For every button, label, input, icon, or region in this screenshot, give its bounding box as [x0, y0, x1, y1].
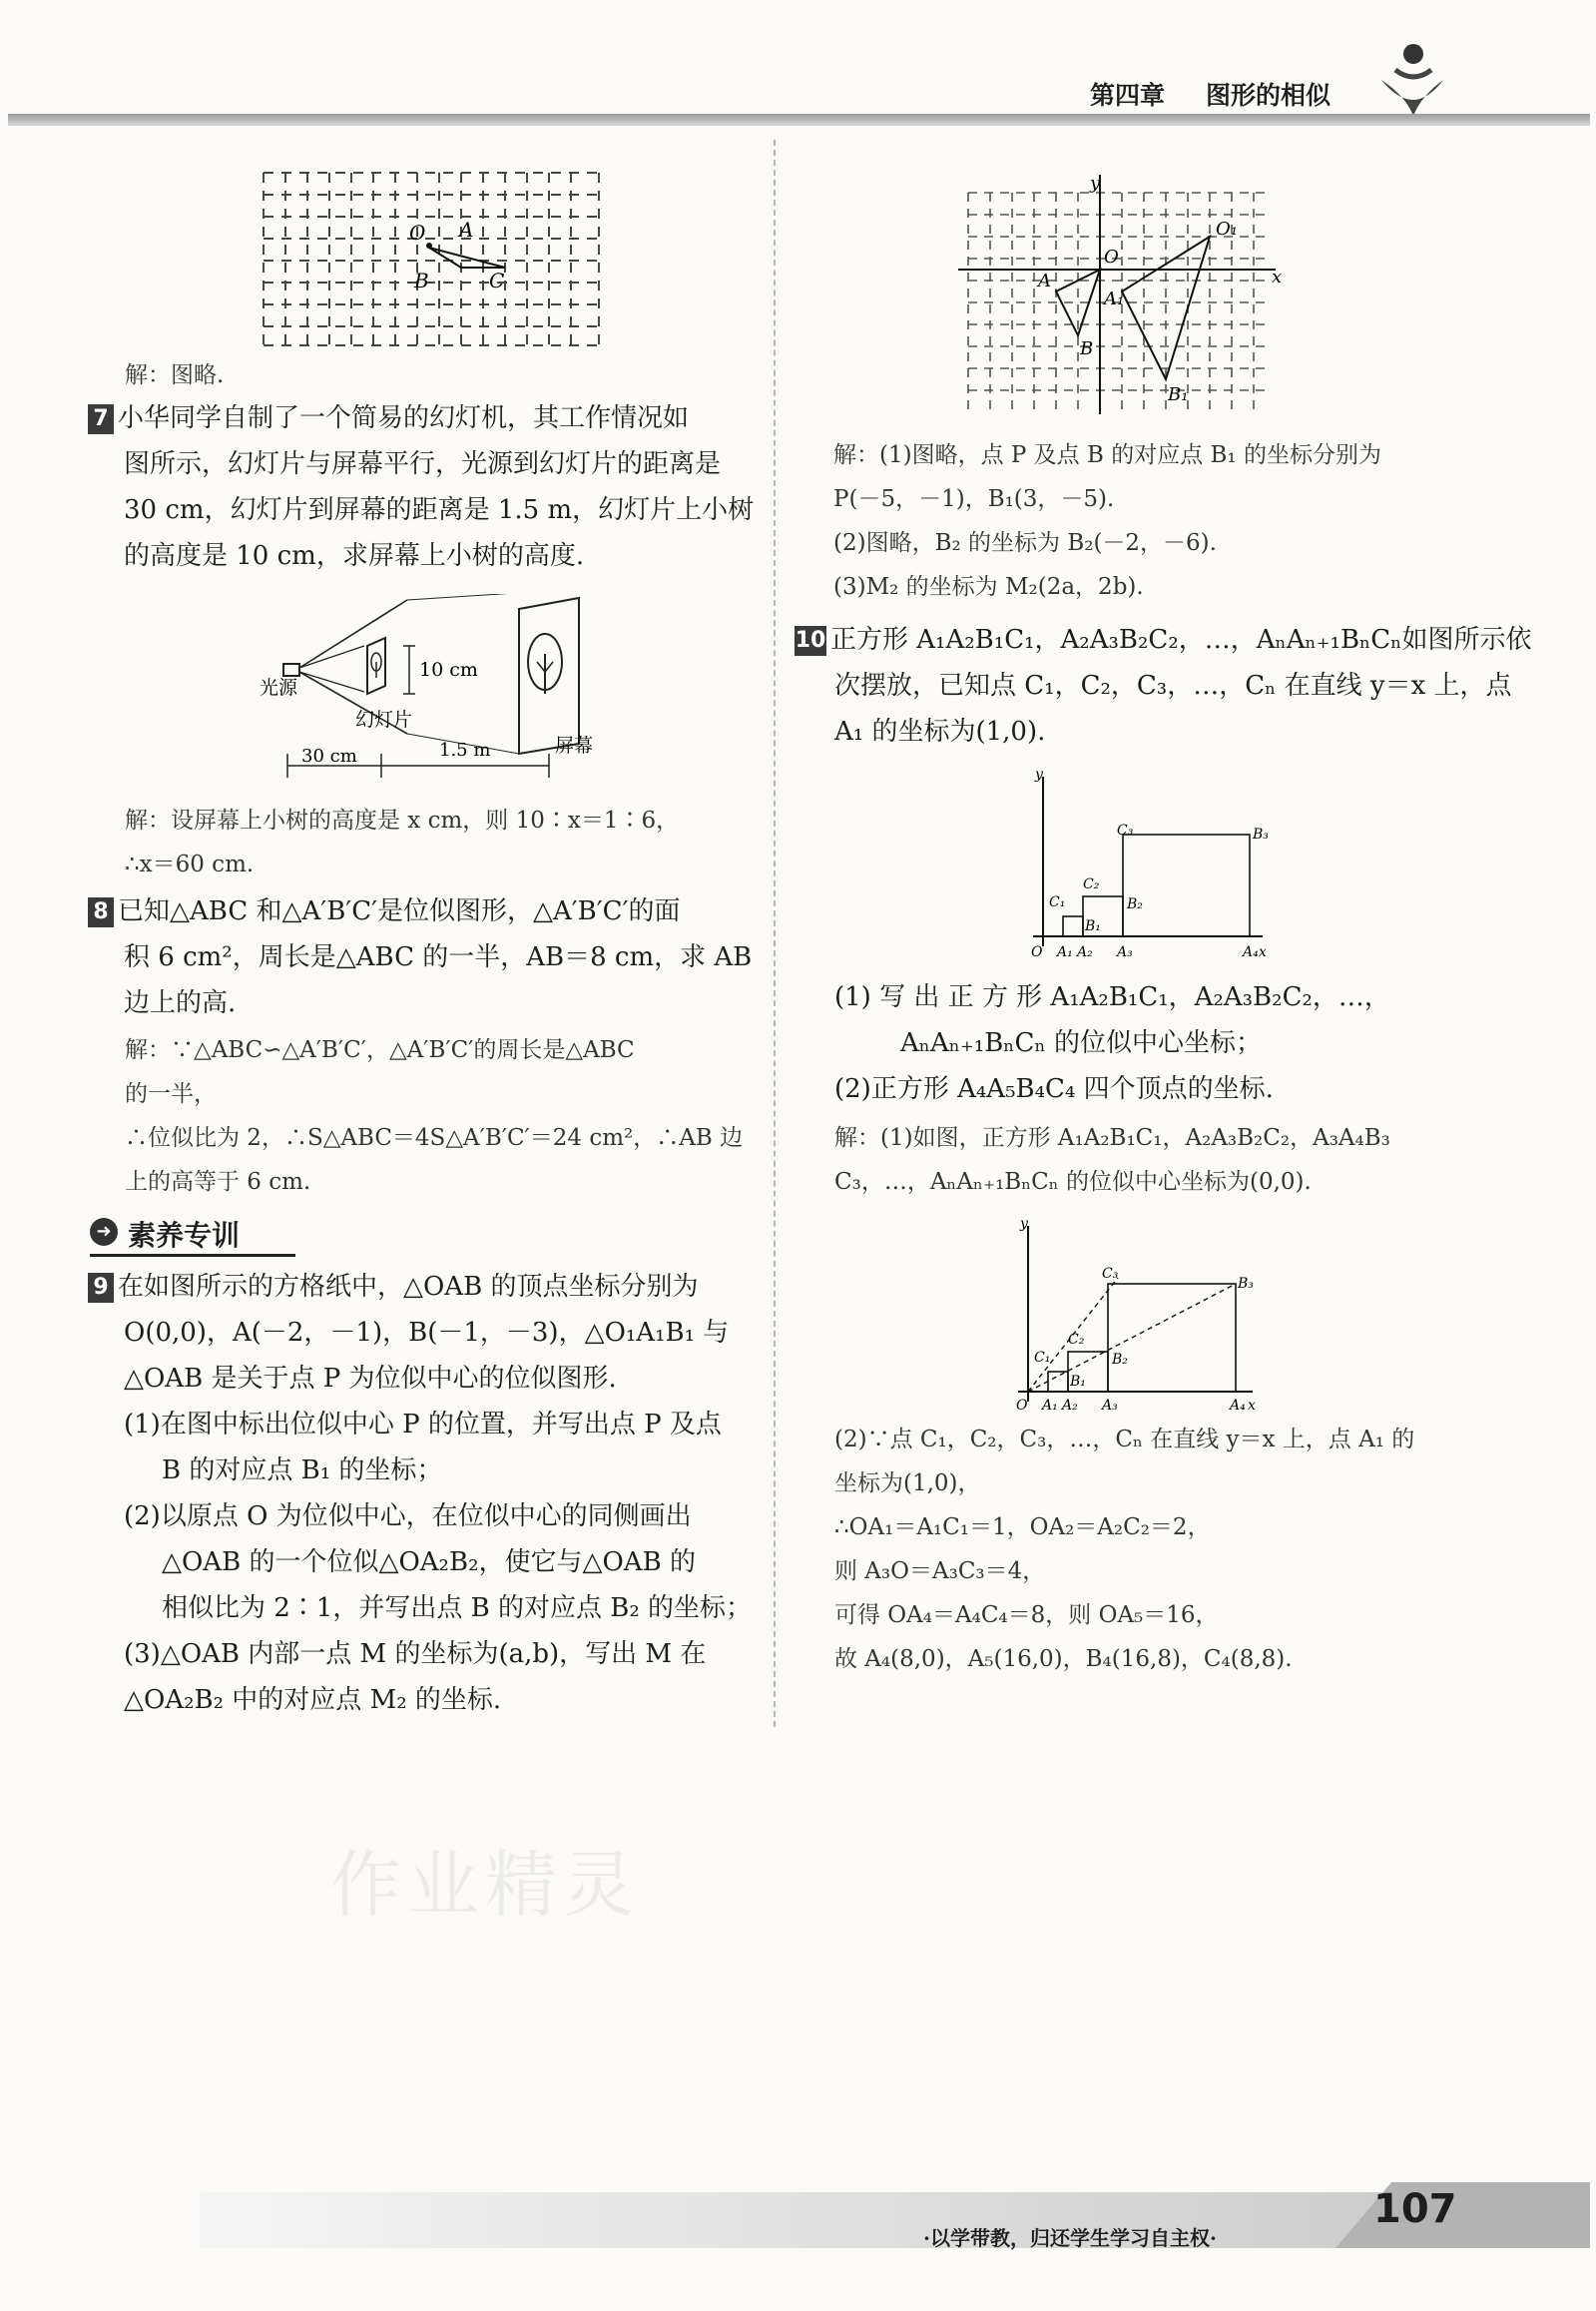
q6-solution: 解：图略.	[125, 362, 225, 388]
q8-solution-line-4: 上的高等于 6 cm.	[125, 1169, 311, 1195]
q10-label-a1: A₁	[1057, 944, 1073, 960]
footer-slogan: ·以学带教，归还学生学习自主权·	[923, 2226, 1217, 2250]
q9-coordinate-grid	[958, 175, 1288, 424]
q9-solution	[833, 433, 1381, 609]
q9-line-1: 在如图所示的方格纸中，△OAB 的顶点坐标分别为	[118, 1272, 699, 1302]
q10-axis-y: y	[1035, 767, 1043, 783]
q9-label-a: A	[1038, 271, 1051, 291]
header-band	[0, 0, 1596, 118]
q10-label-b2: B₂	[1127, 896, 1143, 912]
q8-number-badge: 8	[88, 897, 114, 927]
q10-solution-part2	[834, 1418, 1414, 1681]
q10-label-a4: A₄	[1243, 944, 1259, 960]
q10-label-b3: B₃	[1253, 827, 1269, 843]
q10s-label-o: O	[1016, 1398, 1028, 1414]
chapter-title: 图形的相似	[1206, 81, 1331, 110]
q10s-label-a4: A₄	[1230, 1398, 1246, 1414]
q9-line-8: 相似比为 2∶1，并写出点 B 的对应点 B₂ 的坐标；	[162, 1593, 753, 1623]
q7-line-4: 的高度是 10 cm，求屏幕上小树的高度.	[124, 541, 585, 571]
q9-line-2: O(0,0)，A(－2，－1)，B(－1，－3)，△O₁A₁B₁ 与	[124, 1318, 730, 1348]
q10-solution-line-2: C₃，…，AₙAₙ₊₁BₙCₙ 的位似中心坐标为(0,0).	[834, 1169, 1312, 1195]
q9-solution-line-1: 解：(1)图略，点 P 及点 B 的对应点 B₁ 的坐标分别为	[833, 442, 1381, 468]
q9-line-10: △OA₂B₂ 中的对应点 M₂ 的坐标.	[124, 1685, 502, 1715]
q10s-label-b2: B₂	[1112, 1352, 1128, 1368]
q10-line-1: 正方形 A₁A₂B₁C₁，A₂A₃B₂C₂，…，AₙAₙ₊₁BₙCₙ如图所示依	[830, 625, 1532, 655]
projector-diagram	[260, 594, 619, 784]
q10s-label-b3: B₃	[1238, 1276, 1254, 1292]
q9-line-3: △OAB 是关于点 P 为位似中心的位似图形.	[124, 1364, 617, 1394]
page-number: 107	[1373, 2186, 1457, 2232]
q10-number-badge: 10	[795, 626, 826, 656]
q6-label-c: C	[489, 269, 505, 292]
q9-line-4: (1)在图中标出位似中心 P 的位置，并写出点 P 及点	[124, 1410, 722, 1440]
q8-solution	[125, 1028, 743, 1204]
q10-sub-2: (2)正方形 A₄A₅B₄C₄ 四个顶点的坐标.	[834, 1074, 1274, 1104]
q10-subquestions	[834, 974, 1390, 1112]
q10-solution-line-8: 故 A₄(8,0)，A₅(16,0)，B₄(16,8)，C₄(8,8).	[834, 1646, 1293, 1672]
q10-question	[795, 617, 1531, 755]
q9-label-b1: B₁	[1168, 384, 1189, 405]
q7-line-3: 30 cm，幻灯片到屏幕的距离是 1.5 m，幻灯片上小树	[124, 495, 755, 525]
q10-line-3: A₁ 的坐标为(1,0).	[834, 717, 1046, 747]
label-distance-1-5m: 1.5 m	[439, 740, 491, 761]
q10-sub-1b: AₙAₙ₊₁BₙCₙ 的位似中心坐标；	[900, 1028, 1262, 1058]
q6-grid-figure	[255, 168, 606, 349]
q10-solution-line-7: 可得 OA₄＝A₄C₄＝8，则 OA₅＝16，	[834, 1602, 1219, 1628]
q10s-label-a1: A₁	[1042, 1398, 1058, 1414]
q9-line-9: (3)△OAB 内部一点 M 的坐标为(a,b)，写出 M 在	[124, 1639, 707, 1669]
q10s-label-b1: B₁	[1070, 1374, 1086, 1390]
label-distance-30cm: 30 cm	[301, 746, 357, 767]
q10-line-2: 次摆放，已知点 C₁，C₂，C₃，…，Cₙ 在直线 y＝x 上，点	[834, 671, 1512, 701]
q9-label-o1: O₁	[1216, 219, 1238, 240]
q9-label-o: O	[1104, 247, 1119, 268]
chapter-number: 第四章	[1090, 81, 1166, 110]
q10-label-c3: C₃	[1117, 823, 1134, 839]
q7-question	[88, 395, 754, 579]
q10-solution-figure	[998, 1216, 1268, 1416]
q10s-label-c2: C₂	[1068, 1332, 1085, 1348]
footer-band	[200, 2192, 1527, 2248]
q10s-label-c1: C₁	[1034, 1350, 1051, 1366]
q7-line-2: 图所示，幻灯片与屏幕平行，光源到幻灯片的距离是	[124, 449, 722, 479]
q9-line-6: (2)以原点 O 为位似中心，在位似中心的同侧画出	[124, 1501, 692, 1531]
q6-label-b: B	[414, 269, 429, 292]
q9-number-badge: 9	[88, 1273, 114, 1303]
header-rule	[8, 114, 1590, 126]
q10s-label-a3: A₃	[1102, 1398, 1118, 1414]
q10-label-a3: A₃	[1117, 944, 1133, 960]
q7-line-1: 小华同学自制了一个简易的幻灯机，其工作情况如	[118, 403, 690, 433]
q10-solution-line-3: (2)∵点 C₁，C₂，C₃，…，Cₙ 在直线 y＝x 上，点 A₁ 的	[834, 1427, 1415, 1452]
label-tree-height: 10 cm	[419, 659, 478, 681]
q6-label-o: O	[409, 221, 426, 245]
q10-label-a2: A₂	[1077, 944, 1093, 960]
q10-sub-1: (1) 写 出 正 方 形 A₁A₂B₁C₁，A₂A₃B₂C₂，…，	[834, 982, 1390, 1012]
q9-axis-y: y	[1090, 175, 1101, 194]
label-slide: 幻灯片	[355, 709, 413, 731]
q9-axis-x: x	[1272, 267, 1283, 288]
section-title: 素养专训	[128, 1219, 241, 1252]
q9-solution-line-2: P(－5，－1)，B₁(3，－5).	[833, 486, 1115, 512]
q8-line-2: 积 6 cm²，周长是△ABC 的一半，AB＝8 cm，求 AB	[124, 942, 753, 972]
q9-solution-line-3: (2)图略，B₂ 的坐标为 B₂(－2，－6).	[833, 530, 1217, 556]
q10-label-o: O	[1031, 944, 1043, 960]
q9-label-b: B	[1080, 338, 1094, 359]
label-light-source: 光源	[260, 677, 298, 699]
q8-solution-line-1: 解：∵△ABC∽△A′B′C′，△A′B′C′的周长是△ABC	[125, 1037, 635, 1063]
q10-squares-figure	[1013, 767, 1273, 966]
q7-solution	[125, 799, 679, 886]
q8-question	[88, 888, 752, 1026]
q10s-axis-y: y	[1020, 1216, 1028, 1232]
q10s-label-a2: A₂	[1062, 1398, 1078, 1414]
q8-solution-line-2: 的一半，	[125, 1081, 217, 1107]
reader-logo-icon	[1377, 40, 1447, 118]
q10-solution-line-1: 解：(1)如图，正方形 A₁A₂B₁C₁，A₂A₃B₂C₂，A₃A₄B₃	[834, 1125, 1390, 1151]
q10-label-c2: C₂	[1083, 876, 1100, 892]
q7-solution-line-1: 解：设屏幕上小树的高度是 x cm，则 10∶x＝1∶6，	[125, 808, 680, 834]
watermark: 作业精灵	[329, 1843, 642, 1927]
q10-solution-line-4: 坐标为(1,0)，	[834, 1470, 981, 1496]
q10-solution-line-6: 则 A₃O＝A₃C₃＝4，	[834, 1558, 1046, 1584]
q7-number-badge: 7	[88, 404, 114, 434]
q10-label-c1: C₁	[1049, 894, 1066, 910]
q9-line-7: △OAB 的一个位似△OA₂B₂，使它与△OAB 的	[162, 1547, 696, 1577]
q10-solution-part1	[834, 1116, 1390, 1204]
q7-solution-line-2: ∴x＝60 cm.	[125, 852, 255, 877]
q8-line-3: 边上的高.	[124, 988, 237, 1018]
q8-solution-line-3: ∴位似比为 2，∴S△ABC＝4S△A′B′C′＝24 cm²，∴AB 边	[125, 1125, 744, 1151]
section-heading	[90, 1212, 295, 1257]
q9-solution-line-4: (3)M₂ 的坐标为 M₂(2a，2b).	[833, 574, 1144, 600]
q10s-axis-x: x	[1248, 1398, 1256, 1414]
q9-line-5: B 的对应点 B₁ 的坐标；	[162, 1455, 443, 1485]
label-screen: 屏幕	[555, 735, 594, 757]
q10-solution-line-5: ∴OA₁＝A₁C₁＝1，OA₂＝A₂C₂＝2，	[834, 1514, 1211, 1540]
q10s-label-c3: C₃	[1102, 1266, 1119, 1282]
q10-label-b1: B₁	[1085, 918, 1101, 934]
q8-line-1: 已知△ABC 和△A′B′C′是位似图形，△A′B′C′的面	[118, 896, 681, 926]
column-divider	[774, 140, 776, 1727]
q9-label-a1: A₁	[1104, 289, 1125, 309]
section-arrow-icon: ➜	[90, 1218, 118, 1246]
q6-label-a: A	[459, 218, 474, 242]
q10-axis-x: x	[1259, 944, 1267, 960]
q9-question	[88, 1264, 752, 1723]
